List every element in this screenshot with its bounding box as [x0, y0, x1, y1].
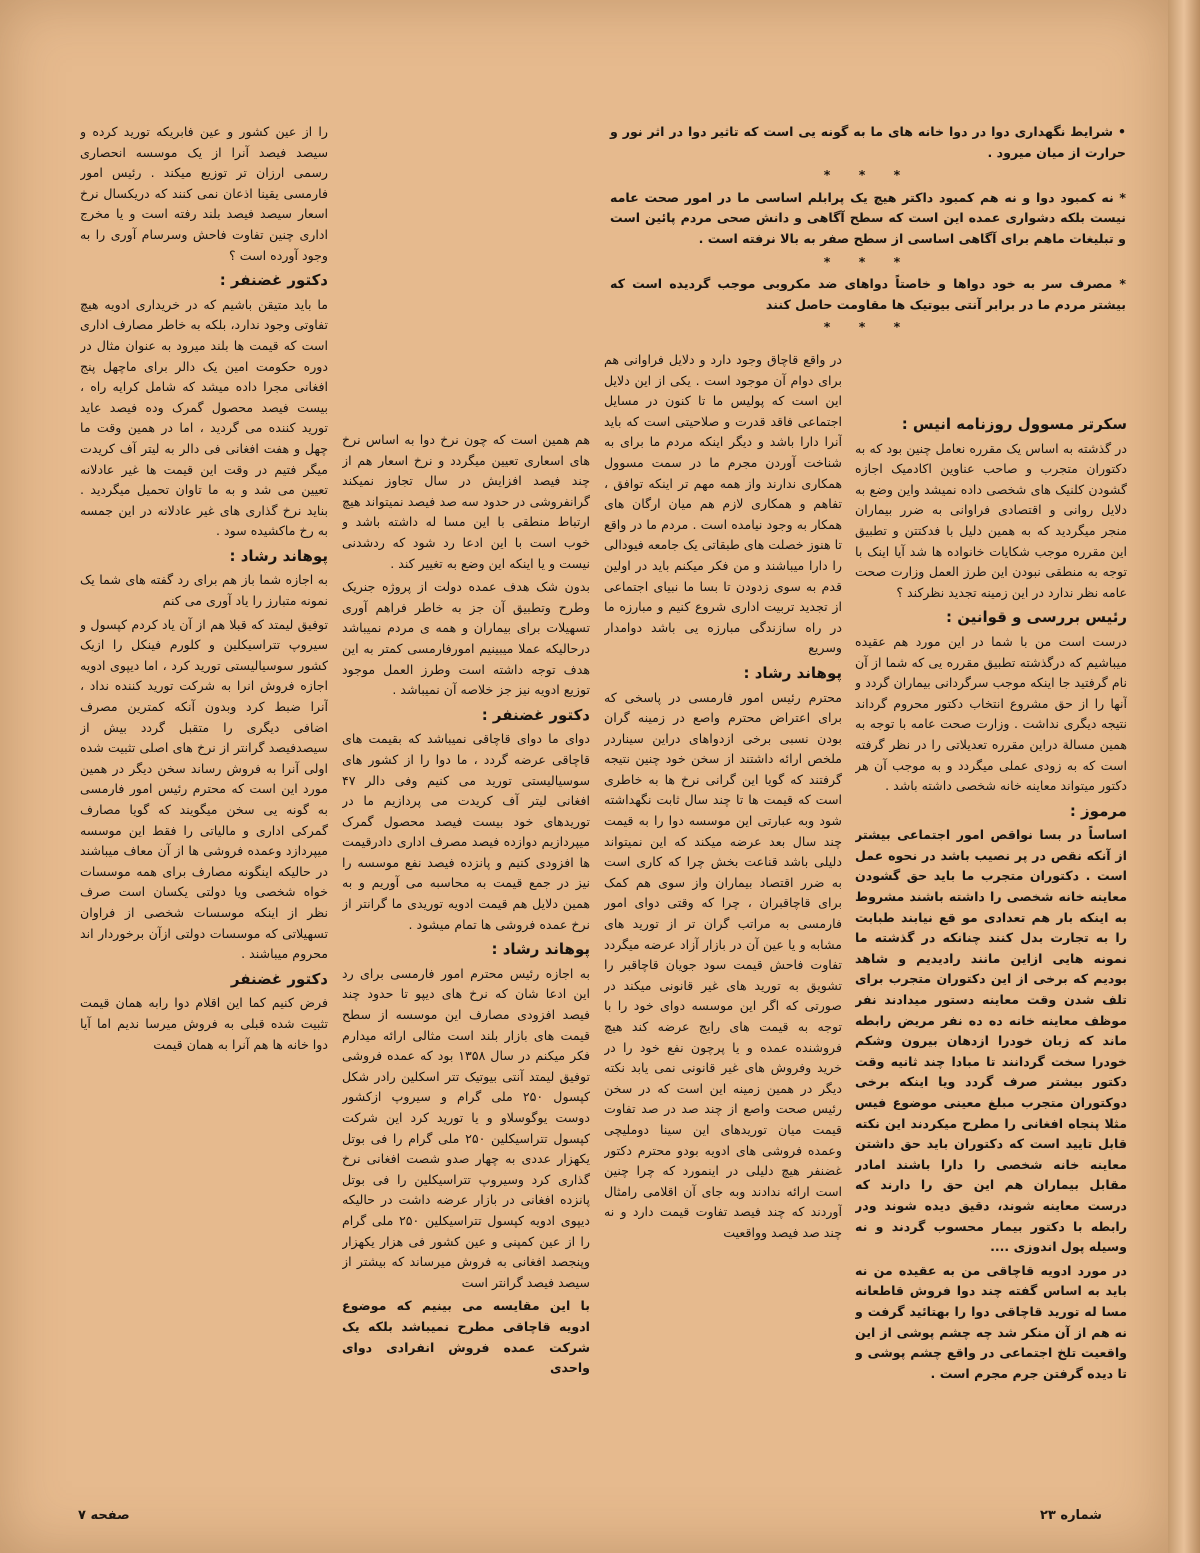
separator-stars: * * * — [823, 253, 913, 269]
page-edge — [1168, 0, 1200, 1553]
speaker-heading: دکتور غضنفر : — [219, 271, 328, 290]
paragraph: به اجازه رئیس محترم امور فارمسی برای رد این ادعا شان که نرخ های دیپو تا حدود چند فیصد افزودی مصارف این موسسه از سطح قیمت های بازار بلند است مثالی ارائه میدارم فکر میکنم در سال ۱۳۵۸ بود که عمده فروشی توفیق لیمتد آنتی بیوتیک تتر اسکلین رادر شکل کپسول ۲۵۰ ملی گرام و سیروپ ازکشور دوست یوگوسلاو و یا تورید کرد این شرکت کپسول تتراسیکلین ۲۵۰ ملی گرام را فی بوتل یکهزار عددی به چهار صدو شصت افغانی نرخ گذاری کرد وسیروپ تتراسیکلین را فی بوتل پانزده افغانی در بازار عرضه داشت در حالیکه دیپوی ادویه کپسول تتراسیکلین ۲۵۰ ملی گرام را از عین کمپنی و عین کشور فی هزار یکهزار وپنجصد افغانی به فروش میرساند که بیشتر از سیصد فیصد گرانتر است — [342, 965, 590, 1290]
speaker-heading: پوهاند رشاد : — [229, 546, 328, 565]
separator-stars: * * * — [823, 319, 913, 335]
paragraph: با این مقایسه می بینیم که موضوع ادویه قاچاقی مطرح نمیباشد بلکه یک شرکت عمده فروش انفرادی دوای واحدی — [342, 1298, 590, 1376]
quote-3: * مصرف سر به خود دواها و خاصتاً دواهای ضد مکروبی موجب گردیده است که بیشتر مردم ما در برابر آنتی بیوتیک ها مقاومت حاصل کنند — [610, 276, 1126, 312]
paragraph: درست است من با شما در این مورد هم عقیده میباشیم که درگذشته تطبیق مقرره یی که شما از آن نام گرفتید جا اینکه موجب سرگردانی بیماران گردد و آنها را از حق مشروع انتخاب دکتور محروم گرداند نتیجه دیگری نداشت . وزارت صحت عامه با توجه به همین مسالة دراین مقرره تعدیلاتی را در نظر گرفته است که به زودی عملی میگردد و به موجب آن هر دکتور میتواند معاینه خانه شخصی داشته باشد . — [855, 633, 1127, 794]
speaker-heading: سکرتر مسوول روزنامه انیس : — [901, 415, 1127, 433]
speaker-heading: دکتور غضنفر — [230, 969, 328, 988]
separator-stars: * * * — [823, 167, 913, 183]
speaker-heading: پوهاند رشاد : — [743, 663, 842, 682]
paragraph: فرض کنیم کما این اقلام دوا رابه همان قیمت تثبیت شده قبلی به فروش میرسا ندیم اما آیا دوا خانه ها هم آنرا به همان قیمت — [80, 995, 328, 1052]
paragraph: اساساً در بسا نواقص امور اجتماعی بیشتر از آنکه نقص در پر نصیب باشد در نحوه عمل است . دکتوران متجرب ما باید حق گشودن معاینه خانه شخصی را داشته باشند مشروط به اینکه بار هم تعدادی مو قع نیابند طبابت را به تجارت بدل کنند چنانکه در گذشته ما نمونه هایی ازاین مانند رادیدیم و شاهد بودیم که برخی از این دکتوران متجرب برای تلف شدن وقت معاینه دستور میدادند نفر موظف معاینه خانه ده ده نفر مریض رابطه ماند که زبان خودرا ازدهان بیرون وشکم خودرا سخت گردانند تا مبادا چند ثانیه وقت دکتور بیشتر صرف گردد ویا اینکه برخی دوکتوران متجرب مبلغ معینی موضوع فیس مثلا پنجاه افغانی را مطرح میکردند این نکته قابل تایید است که دکتوران باید حق داشتن معاینه خانه شخصی را دارا باشند امادر مقابل بیماران هم این حق را دارند که درست معاینه شوند، دقیق دیده شوند ودر رابطه با دکتور بیمار محسوب گردند و نه وسیله پول اندوزی .... — [855, 827, 1127, 1255]
speaker-heading: پوهاند رشاد : — [491, 940, 590, 959]
paragraph: ما باید متیقن باشیم که در خریداری ادویه هیچ تفاوتی وجود ندارد، بلکه به خاطر مصارف اداری است که قیمت ها بلند میرود به عنوان مثال در دوره حکومت امین یک دالر برای ماچهل پنج افغانی مجرا داده میشد که شامل کرایه راه ، بیست فیصد محصول گمرک وده فیصد عاید تورید کننده می گردید ، اما در همین وقت ما چهل و هفت افغانی فی دالر به لیتر آف کریدت میگر فتیم در وقت این قیمت ها غیر عادلانه تعیین می شد و به ما تاوان تحمیل میگردید . بناید نرخ گذاری های غیر عادلانه در این جمسه به رخ ماکشیده سود . — [80, 296, 328, 539]
paragraph: محترم رئیس امور فارمسی در پاسخی که برای اعتراض محترم واصع در زمینه گران بودن نسبی برخی ازدواهای دراین سیناردر ملخص ارائه داشتند از سخن خود چنین نتیجه گرفتند که گویا این گرانی نرخ ها به خاطری است که قیمت ها تا چند سال ثابت نگهداشته شود وبه عبارتی این موسسه دوا را به قیمت چند سال بعد عرضه میکند که این نمیتواند دلیلی باشد قناعت بخش چرا که کاری است به ضرر اقتصاد بیماران واز سوی هم کمک برای قاچاقبران ، چرا که وقتی دوای امور فارمسی به مراتب گران تر از توريد های مشابه و یا عین آن در بازار آزاد عرضه میگردد تفاوت فاحش قیمت سود جویان قاچاقبر را تشویق به توريد های غیر قانونی میکند در صورتی که اگر این موسسه دوای خود را با توجه به قیمت های رایج عرضه کند هیچ فروشنده عمده و یا پرچون نفع خود را در خرید وفروش های غیر قانونی نمی یابد نکته دیگر در همین زمینه این است که در سخن رئیس صحت واصع از چند صد در صد تفاوت قیمت میان توریدهای این سینا دوملیچی وعمده فروشی های ادویه بودو محترم دکتور غضنفر هیچ دلیلی در اینمورد که چرا چنین است ارائه ندادند وبه جای آن اقلامی رامثال آوردند که چند فیصد تفاوت قیمت دارد و نه چند صد فیصد وواقعیت — [604, 689, 842, 1240]
speaker-heading: رئیس بررسی و قوانین : — [946, 608, 1127, 627]
column-4 — [80, 122, 328, 1495]
quote-2: * نه کمبود دوا و نه هم کمبود داکتر هیچ یک پرابلم اساسی ما در امور صحت عامه نیست بلکه دشواری عمده این است که سطح آگاهی و دانش صحی مردم پائین است و تبلیغات ماهم برای آگاهی اساسی از سطح صفر به بالا نرفته است . — [610, 189, 1126, 246]
paragraph: توفیق لیمتد که قبلا هم از آن یاد کردم کپسول و سیروپ تتراسیکلین و کلورم فینکل را ازیک کشور سوسیالیستی تورید کرد ، اما دیپوی ادویه اجازه فروش انرا به شرکت تورید کننده نداد ، آنرا ضبط کرد وبدون آنکه کمترین مصرف اضافی دیگری را متقبل گردد بیش از سیصدفیصد گرانتر از نرخ های اصلی تثبیت شده اولی آنرا به فروش رساند سخن دیگر در همین مورد این است که محترم رئیس امور فارمسی به گونه یی سخن میگویند که گویا مصارف گمرکی اداری و مالیاتی را فقط این موسسه میپردازد وعمده فروشی ها از آن معاف میباشند در حالیکه اینگونه مصارف برای همه موسسات خواه شخصی ویا دولتی یکسان است صرف نظر از اینکه موسسات شخصی از فراوان تسهیلاتی که موسسات دولتی ازآن برخوردار اند محروم میباشند . — [80, 616, 328, 962]
paragraph: در گذشته به اساس یک مقرره نعامل چنین بود که به دکتوران متجرب و صاحب عناوین اکادمیک اجازه گشودن کلنیک های شخصی داده نمیشد واین وضع به دلایل روانی و اقتصادی فراوانی به ضرر بیماران منجر میگردید که به همین دلیل با فدکتتن و تطبیق این مقرره موجب شکایات خانواده ها شد آیا اینک با توجه به منطقی نبودن این طرز العمل وزارت صحت عامه نظر ندارد در این زمینه تجدید نظرکند ؟ — [855, 440, 1127, 600]
column-1 — [855, 410, 1127, 1495]
page-number: صفحه ۷ — [78, 1508, 130, 1523]
paragraph: را از عین کشور و عین فابریکه تورید کرده و سیصد فیصد آنرا از یک موسسه انحصاری رسمی ارزان تر توزیع میکند . رئیس امور فارمسی یقینا اذعان نمی کنند که دریکسال نرخ اسعار سیصد فیصد بلند رفته است و یا مخرج اداری چنین تفاوت فاحش وسرسام آوری را به وجود آورده است ؟ — [80, 124, 328, 263]
column-2 — [604, 350, 842, 1495]
speaker-heading: مرموز : — [1069, 801, 1127, 820]
column-3 — [342, 430, 590, 1495]
issue-number: شماره ۲۳ — [1040, 1508, 1102, 1523]
paragraph: به اجازه شما باز هم برای رد گفته های شما یک نمونه متبارز را یاد آوری می کنم — [80, 572, 328, 609]
speaker-heading: دکتور غضنفر : — [481, 705, 590, 724]
paragraph: در مورد ادویه قاچاقی من به عقیده من نه باید به اساس گفته چند دوا فروش قاطعانه مسا له توريد قاچاقی دوا را بهتائید گرفت و نه هم از آن منکر شد چه چشم پوشی از این واقعیت تلخ اجتماعی در واقع چشم پوشی و تا دیده گرفتن جرم مجرم است . — [855, 1262, 1127, 1381]
paragraph: هم همین است که چون نرخ دوا به اساس نرخ های اسعاری تعیین میگردد و نرخ اسعار هم از چند فیصد افزایش در سال تجاوز نمیکند گرانفروشی در حدود سه صد فیصد نمیتواند هیچ ارتباط منطقی با این مسا له داشته باشد و خوب است با این ادعا رد شود که ردشدنی نیست و یا اینکه این وضع به تغییر کند . — [342, 432, 590, 571]
paragraph: دوای ما دوای قاچاقی نمیباشد که بقیمت های قاچاقی عرضه گردد ، ما دوا را از کشور های سوسیالیستی تورید می کنیم وفی دالر ۴۷ افغانی لیتر آف کریدت می پردازیم ما در توریدهای خود بیست فیصد محصول گمرک میپردازیم دوازده فیصد مصرف اداری دادرقیمت ها افزودی کنیم و پانزده فیصد نفع موسسه را نیز در جمع قیمت به محاسبه می آوریم و به همین دلایل هم قیمت ادویه توریدی ما گرانتر از نرخ عمده فروشی ها تمام میشود . — [342, 731, 590, 932]
paragraph: در واقع قاچاق وجود دارد و دلایل فراوانی هم برای دوام آن موجود است . یکی از این دلایل این است که پولیس ما تا کنون در مسایل اجتماعی فاقد قدرت و صلاحیتی است که باید آنرا دارا باشد و دیگر اینکه مردم ما برای به شناخت آوردن مجرم ما در سمت مسوول همکاری ندارند واز همه مهم تر اینکه توافق ، تفاهم و همکاری لازم هم میان ارگان های همکار به وجود نیامده است . مردم ما در واقع تا هنوز خصلت های طبقاتی یک جامعه فیودالی را دارا میباشند و من فکر میکنم باید در اولین قدم به سوی زدودن تا بسا ما نبیای اجتماعی از تجدید تربیت اداری شروع کنیم و مبارزه ما در راه سازندگی مبارزه یی باشد دوامدار وسریع — [604, 352, 842, 656]
paragraph: بدون شک هدف عمده دولت از پروژه جنریک وطرح وتطبیق آن جز به خاطر فراهم آوری تسهیلات برای بیماران و همه ی مردم نمیباشد درحالیکه عملا میبینیم امورفارمسی کمتر به این هدف توجه داشته است وطرز العمل موجود توزیع ادویه نیز جز خلاصه آن نمیباشد . — [342, 579, 590, 698]
highlight-quotes — [610, 122, 1126, 340]
quote-1: • شرایط نگهداری دوا در دوا خانه های ما به گونه یی است که تاثیر دوا در اثر نور و حرارت از میان میرود . — [610, 124, 1126, 160]
